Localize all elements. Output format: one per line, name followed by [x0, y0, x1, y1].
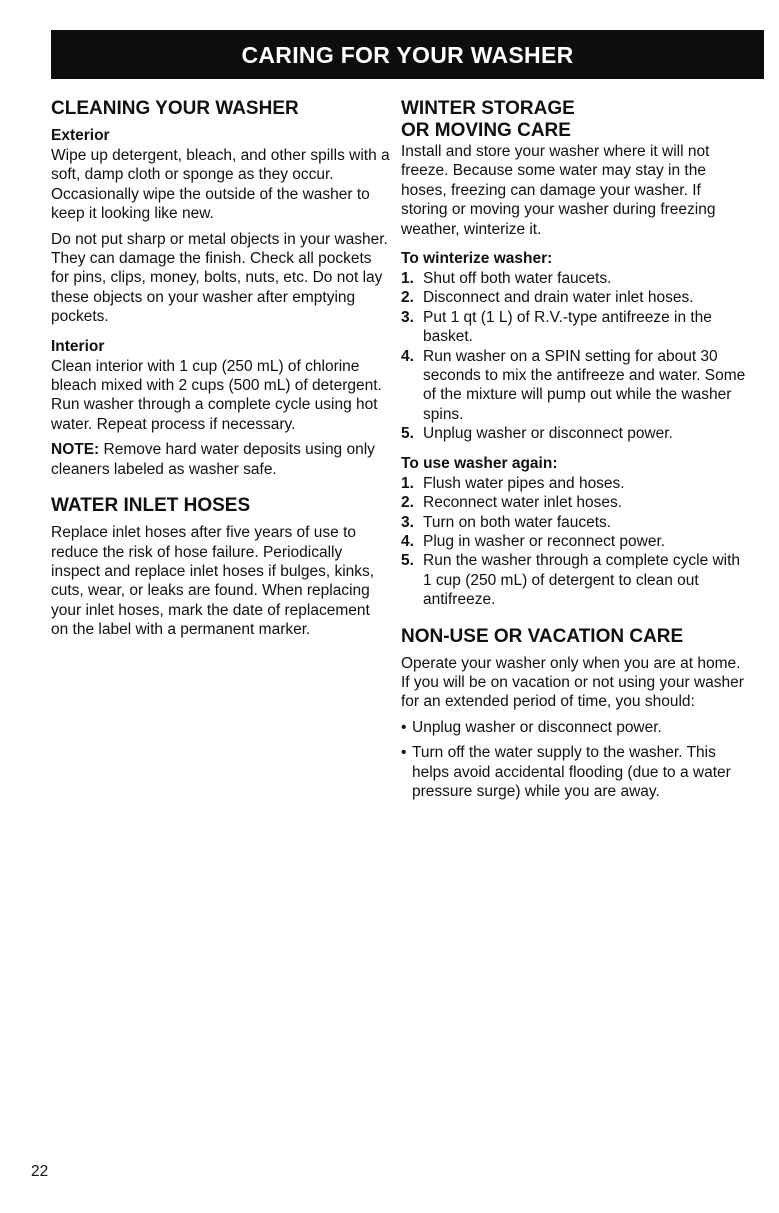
winterize-heading: To winterize washer: — [401, 250, 553, 268]
step-text: Put 1 qt (1 L) of R.V.-type antifreeze in the basket. — [423, 308, 712, 346]
step-number: 5. — [401, 552, 414, 570]
bullet-dot: • — [401, 718, 407, 736]
bullet-text: Unplug washer or disconnect power. — [412, 718, 662, 736]
interior-note — [51, 440, 391, 479]
step-text: Turn on both water faucets. — [423, 513, 612, 531]
step-number: 3. — [401, 513, 414, 531]
winterize-step — [401, 424, 746, 443]
step-text: Flush water pipes and hoses. — [423, 474, 625, 492]
page-banner: CARING FOR YOUR WASHER — [51, 30, 764, 79]
step-text: Unplug washer or disconnect power. — [423, 425, 673, 443]
vacation-bullet — [401, 743, 746, 801]
bullet-dot: • — [401, 744, 407, 762]
step-number: 2. — [401, 289, 414, 307]
step-number: 5. — [401, 425, 414, 443]
step-text: Run the washer through a complete cycle with 1 cup (250 mL) of detergent to clean out antifreeze. — [423, 552, 741, 609]
inlet-hoses-paragraph: Replace inlet hoses after five years of use to reduce the risk of hose failure. Periodically inspect and replace inlet hoses if bulges, kinks, cuts, wear, or leaks are found. When replacing your inlet hoses, mark the date of replacement on the label with a permanent marker. — [51, 524, 375, 639]
step-text: Run washer on a SPIN setting for about 30 seconds to mix the antifreeze and water. Some of the mixture will pump out while the washer spins. — [423, 347, 746, 423]
winterize-step — [401, 308, 746, 347]
bullet-text: Turn off the water supply to the washer. This helps avoid accidental flooding (due to a water pressure surge) while you are away. — [412, 744, 731, 800]
use-again-step — [401, 513, 746, 532]
step-number: 1. — [401, 270, 414, 288]
winterize-step — [401, 269, 746, 288]
winter-heading-line-2: OR MOVING CARE — [401, 120, 571, 141]
left-column — [51, 98, 391, 640]
cleaning-heading: CLEANING YOUR WASHER — [51, 98, 299, 119]
exterior-subheading: Exterior — [51, 127, 110, 144]
winterize-step — [401, 347, 746, 425]
step-text: Disconnect and drain water inlet hoses. — [423, 289, 694, 307]
use-again-steps — [401, 474, 746, 610]
interior-paragraph: Clean interior with 1 cup (250 mL) of chlorine bleach mixed with 2 cups (500 mL) of detergent. Run washer through a complete cycle using hot water. Repeat process if necessary. — [51, 357, 382, 433]
exterior-paragraph-2: Do not put sharp or metal objects in your washer. They can damage the finish. Check all pockets for pins, clips, money, bolts, nuts, etc. Do not lay these objects on your washer after emptying pockets. — [51, 230, 388, 326]
note-text: Remove hard water deposits using only cleaners labeled as washer safe. — [51, 441, 375, 478]
page-number: 22 — [31, 1163, 49, 1180]
step-number: 4. — [401, 532, 414, 550]
vacation-bullet — [401, 718, 746, 737]
winter-heading — [401, 98, 746, 142]
inlet-hoses-heading: WATER INLET HOSES — [51, 495, 251, 517]
use-again-step — [401, 551, 746, 609]
use-again-step — [401, 532, 746, 551]
winterize-steps — [401, 269, 746, 444]
step-number: 3. — [401, 308, 414, 326]
exterior-paragraph-1: Wipe up detergent, bleach, and other spills with a soft, damp cloth or sponge as they occur. Occasionally wipe the outside of the washer to keep it looking like new. — [51, 147, 390, 223]
winter-intro: Install and store your washer where it will not freeze. Because some water may stay in the hoses, freezing can damage your washer. If storing or moving your washer during freezing weather, winterize it. — [401, 143, 716, 238]
right-column — [401, 98, 746, 801]
winterize-step — [401, 288, 746, 307]
vacation-intro: Operate your washer only when you are at home. If you will be on vacation or not using your washer for an extended period of time, you should: — [401, 654, 744, 711]
vacation-heading: NON-USE OR VACATION CARE — [401, 625, 684, 647]
use-again-step — [401, 474, 746, 493]
step-number: 2. — [401, 494, 414, 512]
step-number: 1. — [401, 474, 414, 492]
step-text: Shut off both water faucets. — [423, 270, 612, 288]
use-again-heading: To use washer again: — [401, 454, 558, 472]
interior-subheading: Interior — [51, 337, 105, 355]
winter-heading-line-1: WINTER STORAGE — [401, 98, 575, 119]
step-number: 4. — [401, 347, 414, 365]
use-again-step — [401, 493, 746, 512]
step-text: Plug in washer or reconnect power. — [423, 532, 666, 550]
step-text: Reconnect water inlet hoses. — [423, 494, 623, 512]
note-label: NOTE: — [51, 441, 100, 459]
